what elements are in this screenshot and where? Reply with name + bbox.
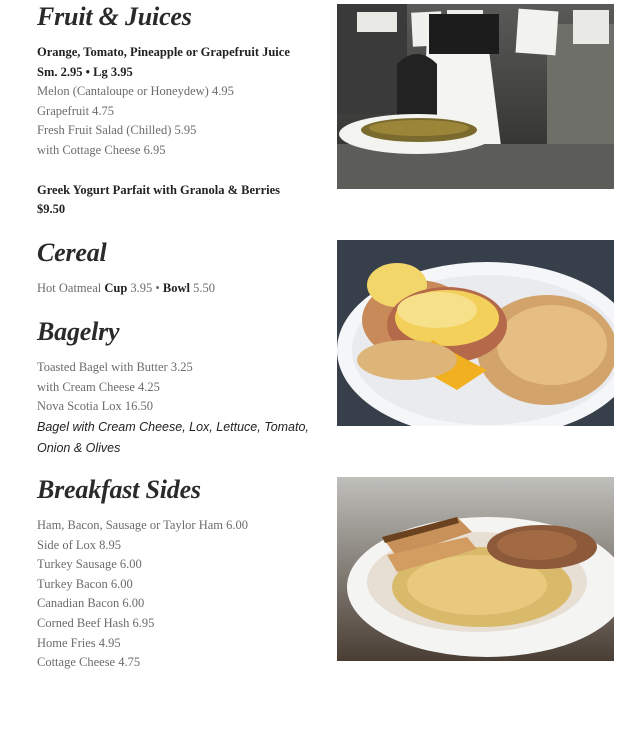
- menu-item: Turkey Bacon 6.00: [37, 576, 133, 591]
- oatmeal-line: [37, 279, 327, 299]
- separator: •: [155, 281, 160, 295]
- menu-item: Melon (Cantaloupe or Honeydew) 4.95: [37, 84, 234, 99]
- section-title-bagelry: Bagelry: [37, 317, 120, 346]
- section-fruit-juices: [37, 2, 327, 220]
- section-bagelry: [37, 317, 327, 459]
- oatmeal-label: Hot Oatmeal: [37, 281, 102, 295]
- bowl-price: 5.50: [193, 281, 216, 295]
- section-breakfast-sides: [37, 475, 327, 673]
- section-cereal: [37, 238, 327, 299]
- section-title-fruit: Fruit & Juices: [37, 2, 192, 31]
- menu-item: with Cottage Cheese 6.95: [37, 142, 166, 157]
- section-title-sides: Breakfast Sides: [37, 475, 201, 504]
- parfait-price: $9.50: [37, 202, 66, 217]
- section-title-cereal: Cereal: [37, 238, 107, 267]
- photo-kitchen-plate: [337, 4, 614, 189]
- juice-line: Orange, Tomato, Pineapple or Grapefruit Juice: [37, 45, 290, 59]
- menu-item: with Cream Cheese 4.25: [37, 379, 160, 394]
- cup-label: Cup: [104, 281, 128, 295]
- menu-item: Home Fries 4.95: [37, 635, 121, 650]
- photo-omelette: [337, 477, 614, 661]
- menu-item: Side of Lox 8.95: [37, 537, 122, 552]
- photo-eggs-benedict: [337, 240, 614, 426]
- menu-item: Toasted Bagel with Butter 3.25: [37, 360, 193, 374]
- menu-item: Nova Scotia Lox 16.50: [37, 399, 153, 414]
- menu-item: Turkey Sausage 6.00: [37, 557, 142, 572]
- parfait-name: Greek Yogurt Parfait with Granola & Berries: [37, 182, 281, 197]
- menu-item: Fresh Fruit Salad (Chilled) 5.95: [37, 123, 197, 138]
- menu-item: Corned Beef Hash 6.95: [37, 615, 155, 630]
- bagel-special: Bagel with Cream Cheese, Lox, Lettuce, Tomato, Onion & Olives: [37, 419, 309, 455]
- bowl-label: Bowl: [162, 281, 191, 295]
- menu-item: Ham, Bacon, Sausage or Taylor Ham 6.00: [37, 518, 248, 532]
- menu-item: Canadian Bacon 6.00: [37, 596, 145, 611]
- juice-price: Sm. 2.95 • Lg 3.95: [37, 64, 133, 79]
- menu-item: Grapefruit 4.75: [37, 103, 115, 118]
- cup-price: 3.95: [130, 281, 153, 295]
- menu-item: Cottage Cheese 4.75: [37, 655, 141, 670]
